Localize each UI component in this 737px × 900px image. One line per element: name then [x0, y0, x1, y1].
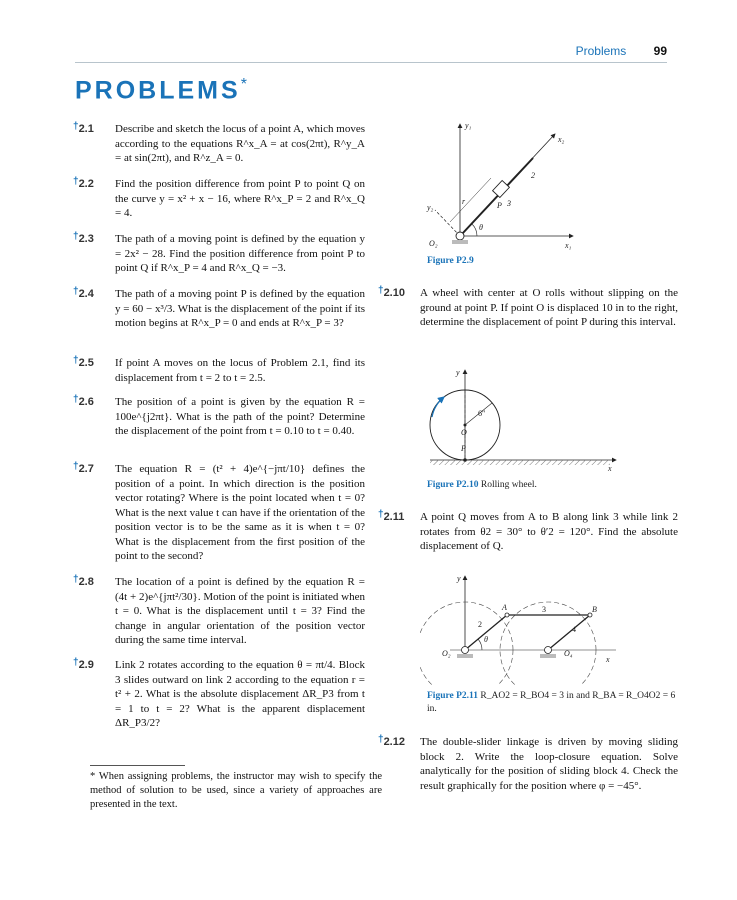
problem-number: †2.1 — [73, 121, 94, 135]
label-link-4: 4 — [572, 625, 576, 634]
problem-text: Link 2 rotates according to the equation θ = πt/4. Block 3 slides outward on link 2 according to the equation r = t² + 2. What is the absolute displacement ΔR_P3 from t = 1 to t = 2? What is the apparent displacement ΔR_P3/2? — [115, 659, 365, 729]
ground — [430, 460, 610, 465]
header-rule — [75, 62, 667, 63]
problem-text: The position of a point is given by the equation R = 100e^{j2πt}. What is the path of the point? Determine the displacement of the point from t = 0.10 to t = 0.40. — [115, 396, 365, 437]
chapter-title — [75, 76, 247, 105]
problem-2-12 — [378, 735, 678, 793]
label-p: P — [461, 444, 466, 453]
label-link-2: 2 — [531, 171, 535, 180]
running-head-section: Problems — [575, 44, 627, 58]
footnote-rule — [90, 765, 185, 766]
problem-number: †2.2 — [73, 176, 94, 190]
problem-text: The path of a moving point P is defined by the equation y = 60 − x³/3. What is the displacement of the point if its motion begins at R^x_P = 0 and ends at R^x_P = 3? — [115, 288, 365, 329]
problem-text: The equation R = (t² + 4)e^{−jπt/10} defines the position of a point. In which direction is the position vector rotating? Where is the point located when t = 0? What is the next value t can have if the orientation of the position vector is to be the same as it is when t = 0? What is the displacement from the first position of the point to the second? — [115, 463, 365, 562]
problem-number: †2.11 — [378, 509, 405, 523]
problem-number: †2.6 — [73, 394, 94, 408]
problem-2-9 — [73, 658, 365, 731]
problem-number: †2.5 — [73, 355, 94, 369]
label-link-3: 3 — [542, 605, 546, 614]
theta-arc — [472, 224, 477, 236]
problem-text: A wheel with center at O rolls without slipping on the ground at point P. If point O is displaced 10 in to the right, determine the displacement of point P during this interval. — [420, 287, 678, 328]
chapter-title-text: PROBLEMS — [75, 76, 241, 105]
problem-text: If point A moves on the locus of Problem 2.1, find its displacement from t = 2 to t = 2.5. — [115, 357, 365, 384]
label-x: x — [606, 655, 610, 664]
problem-number: †2.8 — [73, 574, 94, 588]
running-head — [576, 44, 667, 58]
problem-number: †2.7 — [73, 461, 94, 475]
caption-p2-9 — [427, 256, 474, 266]
caption-label: Figure P2.11 — [427, 691, 479, 701]
problem-number: †2.3 — [73, 231, 94, 245]
theta-arc — [478, 639, 482, 650]
label-x2: x₂ — [558, 135, 565, 144]
caption-label: Figure P2.9 — [427, 256, 474, 266]
joint-a — [505, 613, 509, 617]
label-x: x — [608, 464, 612, 473]
contact-p — [463, 458, 467, 462]
label-o2: O₂ — [429, 239, 438, 248]
problem-2-6 — [73, 395, 365, 453]
caption-p2-11 — [427, 690, 677, 716]
pivot-o4 — [545, 647, 552, 654]
y2-axis — [435, 210, 460, 236]
r-dimension — [450, 178, 491, 222]
center-o — [464, 424, 467, 427]
caption-text: Rolling wheel. — [480, 480, 537, 490]
problem-text: A point Q moves from A to B along link 3 while link 2 rotates from θ2 = 30° to θ′2 = 120°. Find the absolute displacement of Q. — [420, 511, 678, 552]
link-2 — [462, 158, 533, 234]
caption-text: R_AO2 = R_BO4 = 3 in and R_BA = R_O4O2 = 6 in. — [427, 691, 676, 714]
problem-2-7 — [73, 462, 365, 566]
label-o: O — [461, 428, 467, 437]
problem-2-11 — [378, 510, 678, 554]
problem-text: The double-slider linkage is driven by moving sliding block 2. Write the loop-closure equation. Solve analytically for the position of sliding block 4. Check the result graphically for the position where φ = −45°. — [420, 736, 678, 792]
label-y1: y₁ — [465, 121, 472, 130]
label-x1: x₁ — [565, 241, 572, 250]
ground-o2 — [457, 654, 473, 658]
caption-p2-10 — [427, 480, 537, 490]
problem-2-12-block — [378, 735, 678, 802]
path-circle-a — [420, 602, 513, 685]
problem-2-3 — [73, 232, 365, 278]
chapter-title-mark: * — [240, 76, 247, 93]
problem-2-8 — [73, 575, 365, 649]
problem-text: The path of a moving point is defined by the equation y = 2x² − 28. Find the position difference from point P to point Q if R^x_P = 4 and R^x_Q = −3. — [115, 233, 365, 274]
footnote: * When assigning problems, the instructor may wish to specify the method of solution to be used, since a variety of approaches are presented in the text. — [90, 771, 382, 810]
label-theta: θ — [479, 223, 483, 232]
problem-2-1 — [73, 122, 365, 168]
pivot-o2 — [462, 647, 469, 654]
link-2 — [465, 615, 507, 650]
problem-2-4 — [73, 287, 365, 347]
label-link-2: 2 — [478, 620, 482, 629]
problem-number: †2.9 — [73, 657, 94, 671]
problem-2-5 — [73, 356, 365, 386]
problem-text: The location of a point is defined by the equation R = (4t + 2)e^{jπt²/30}. Motion of the point is initiated when t = 0. What is the displacement until t = 3? Find the change in angular orientation of the position vector during the same time interval. — [115, 576, 365, 646]
ground-o2 — [452, 240, 468, 244]
page-number: 99 — [653, 44, 667, 58]
block-3 — [493, 180, 510, 197]
figure-p2-10 — [420, 365, 630, 477]
problem-2-2 — [73, 177, 365, 223]
figure-p2-11 — [420, 570, 630, 685]
problem-text: Describe and sketch the locus of a point A, which moves according to the equations R^x_A = at cos(2πt), R^y_A = at sin(2πt), and R^z_A = 0. — [115, 123, 365, 164]
problem-number: †2.4 — [73, 286, 94, 300]
left-column — [73, 122, 365, 740]
caption-label: Figure P2.10 — [427, 480, 479, 490]
label-r: r — [462, 197, 466, 206]
label-y: y — [456, 368, 460, 377]
problem-number: †2.12 — [378, 734, 405, 748]
label-theta: θ — [484, 635, 488, 644]
label-radius: 6" — [478, 409, 486, 418]
problem-2-10-block — [378, 286, 678, 339]
label-y: y — [457, 574, 461, 583]
problem-number: †2.10 — [378, 285, 405, 299]
figure-p2-9 — [405, 118, 605, 258]
pivot-o2 — [456, 232, 464, 240]
label-a: A — [502, 603, 507, 612]
problem-2-10 — [378, 286, 678, 330]
rotation-arrow — [432, 397, 444, 417]
label-p: P — [497, 201, 502, 210]
label-y2: y₂ — [427, 203, 434, 212]
label-o2: O₂ — [442, 649, 451, 658]
problem-text: Find the position difference from point P to point Q on the curve y = x² + x − 16, where R^x_P = 2 and R^x_Q = 4. — [115, 178, 365, 219]
label-o4: O₄ — [564, 649, 573, 658]
ground-o4 — [540, 654, 556, 658]
label-b: B — [592, 605, 597, 614]
link-4 — [548, 615, 590, 650]
label-block-3: 3 — [507, 199, 511, 208]
problem-2-11-block — [378, 510, 678, 563]
